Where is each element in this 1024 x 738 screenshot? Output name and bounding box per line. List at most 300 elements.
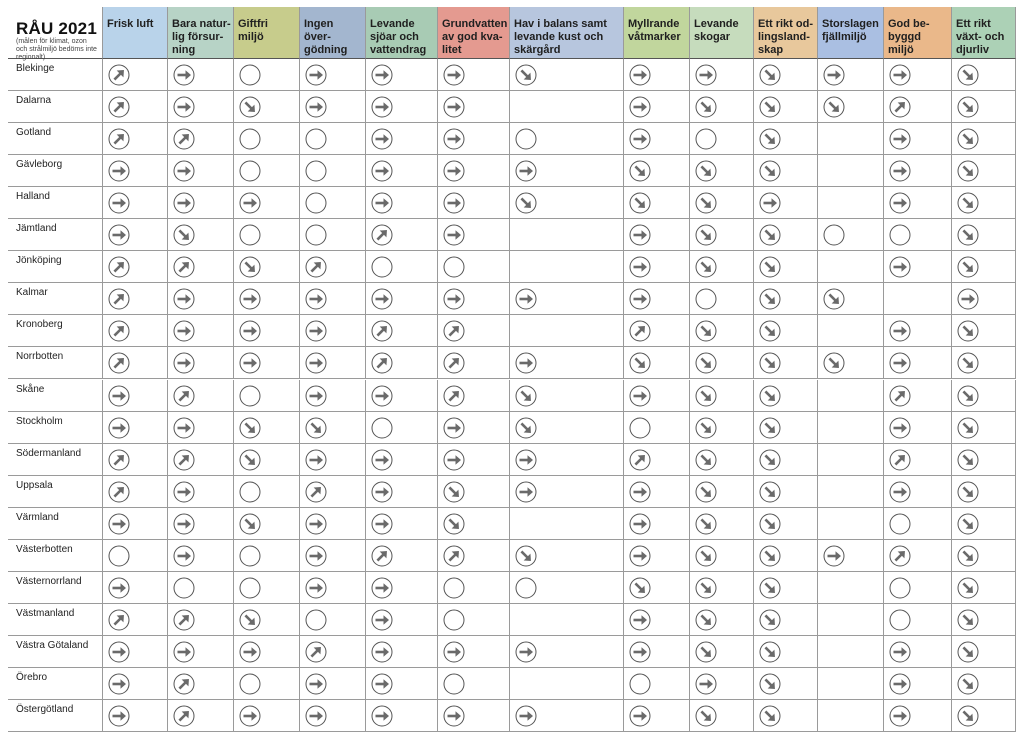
right-arrow-icon (629, 641, 651, 663)
right-arrow-icon (173, 288, 195, 310)
neutral-circle-icon (515, 128, 537, 150)
table-cell (884, 91, 952, 123)
county-name: Jönköping (16, 255, 62, 267)
table-cell (234, 444, 300, 476)
up-arrow-icon (108, 64, 130, 86)
table-cell (510, 700, 624, 732)
county-label (8, 123, 103, 155)
neutral-circle-icon (305, 224, 327, 246)
table-cell (818, 251, 884, 283)
up-arrow-icon (173, 673, 195, 695)
down-arrow-icon (759, 320, 781, 342)
table-cell (234, 347, 300, 379)
table-cell (690, 123, 754, 155)
table-cell (510, 508, 624, 540)
table-cell (510, 347, 624, 379)
table-cell (103, 476, 168, 508)
down-arrow-icon (823, 352, 845, 374)
county-label (8, 668, 103, 700)
table-cell (103, 508, 168, 540)
table-cell (624, 508, 690, 540)
table-cell (818, 540, 884, 572)
neutral-circle-icon (239, 160, 261, 182)
up-arrow-icon (305, 641, 327, 663)
right-arrow-icon (629, 64, 651, 86)
table-cell (510, 123, 624, 155)
table-cell (300, 700, 366, 732)
table-cell (366, 347, 438, 379)
up-arrow-icon (305, 256, 327, 278)
table-cell (366, 123, 438, 155)
down-arrow-icon (957, 577, 979, 599)
table-cell (438, 604, 510, 636)
table-cell (366, 636, 438, 668)
down-arrow-icon (695, 641, 717, 663)
table-cell (624, 572, 690, 604)
down-arrow-icon (957, 96, 979, 118)
goal-header-label: Ett rikt växt- och djurliv (956, 18, 1005, 56)
right-arrow-icon (239, 192, 261, 214)
table-cell (818, 668, 884, 700)
table-cell (818, 315, 884, 347)
table-cell (234, 668, 300, 700)
table-cell (510, 412, 624, 444)
table-cell (818, 219, 884, 251)
table-cell (438, 219, 510, 251)
up-arrow-icon (173, 385, 195, 407)
up-arrow-icon (889, 545, 911, 567)
table-cell (754, 187, 818, 219)
table-cell (952, 123, 1016, 155)
table-cell (818, 59, 884, 91)
goal-header (300, 7, 366, 59)
table-cell (103, 540, 168, 572)
table-cell (624, 91, 690, 123)
down-arrow-icon (957, 513, 979, 535)
goal-header (438, 7, 510, 59)
right-arrow-icon (889, 320, 911, 342)
county-label (8, 59, 103, 91)
right-arrow-icon (173, 417, 195, 439)
right-arrow-icon (239, 288, 261, 310)
county-label (8, 572, 103, 604)
table-cell (952, 444, 1016, 476)
county-name: Norrbotten (16, 351, 64, 363)
table-cell (300, 540, 366, 572)
neutral-circle-icon (305, 609, 327, 631)
goal-header-label: Levande skogar (694, 18, 739, 43)
up-arrow-icon (108, 609, 130, 631)
table-cell (300, 283, 366, 315)
table-cell (818, 347, 884, 379)
right-arrow-icon (629, 513, 651, 535)
neutral-circle-icon (443, 256, 465, 278)
table-cell (952, 412, 1016, 444)
table-cell (366, 508, 438, 540)
down-arrow-icon (759, 417, 781, 439)
right-arrow-icon (443, 705, 465, 727)
table-cell (103, 187, 168, 219)
down-arrow-icon (239, 449, 261, 471)
table-cell (300, 59, 366, 91)
table-cell (510, 668, 624, 700)
down-arrow-icon (695, 385, 717, 407)
down-arrow-icon (443, 481, 465, 503)
table-cell (234, 476, 300, 508)
right-arrow-icon (695, 673, 717, 695)
table-cell (438, 636, 510, 668)
table-cell (690, 283, 754, 315)
down-arrow-icon (957, 160, 979, 182)
table-cell (690, 476, 754, 508)
goal-header-label: Myllrande våtmarker (628, 18, 681, 43)
table-cell (300, 572, 366, 604)
report-subtitle: (målen för klimat, ozon och strålmiljö bedöms inte regionalt) (16, 38, 97, 61)
table-cell (300, 91, 366, 123)
down-arrow-icon (957, 449, 979, 471)
table-cell (438, 700, 510, 732)
table-cell (234, 251, 300, 283)
table-cell (624, 668, 690, 700)
table-cell (438, 347, 510, 379)
down-arrow-icon (239, 96, 261, 118)
neutral-circle-icon (371, 417, 393, 439)
down-arrow-icon (823, 96, 845, 118)
right-arrow-icon (239, 705, 261, 727)
table-cell (510, 380, 624, 412)
table-cell (366, 219, 438, 251)
table-cell (754, 540, 818, 572)
county-name: Värmland (16, 511, 59, 523)
down-arrow-icon (629, 577, 651, 599)
right-arrow-icon (173, 513, 195, 535)
right-arrow-icon (629, 224, 651, 246)
right-arrow-icon (443, 641, 465, 663)
table-cell (168, 412, 234, 444)
right-arrow-icon (515, 160, 537, 182)
county-name: Södermanland (16, 447, 82, 459)
table-cell (884, 187, 952, 219)
report-title: RÅU 2021 (16, 19, 97, 38)
right-arrow-icon (371, 64, 393, 86)
table-cell (103, 668, 168, 700)
right-arrow-icon (823, 64, 845, 86)
goal-header (103, 7, 168, 59)
down-arrow-icon (695, 481, 717, 503)
table-cell (754, 219, 818, 251)
county-name: Uppsala (16, 479, 53, 491)
table-cell (624, 187, 690, 219)
table-cell (690, 219, 754, 251)
table-cell (952, 187, 1016, 219)
table-cell (300, 155, 366, 187)
table-cell (300, 251, 366, 283)
table-cell (952, 91, 1016, 123)
table-cell (510, 59, 624, 91)
table-cell (438, 508, 510, 540)
table-cell (624, 476, 690, 508)
down-arrow-icon (957, 641, 979, 663)
table-cell (300, 219, 366, 251)
table-cell (690, 59, 754, 91)
neutral-circle-icon (889, 224, 911, 246)
county-name: Blekinge (16, 63, 55, 74)
right-arrow-icon (371, 160, 393, 182)
down-arrow-icon (239, 609, 261, 631)
table-cell (234, 59, 300, 91)
table-cell (168, 540, 234, 572)
down-arrow-icon (695, 545, 717, 567)
table-cell (510, 219, 624, 251)
right-arrow-icon (305, 705, 327, 727)
down-arrow-icon (695, 417, 717, 439)
right-arrow-icon (371, 192, 393, 214)
down-arrow-icon (759, 641, 781, 663)
table-cell (300, 444, 366, 476)
down-arrow-icon (695, 192, 717, 214)
table-cell (690, 412, 754, 444)
county-name: Gävleborg (16, 159, 63, 171)
table-cell (690, 700, 754, 732)
down-arrow-icon (629, 192, 651, 214)
table-cell (300, 412, 366, 444)
neutral-circle-icon (443, 609, 465, 631)
table-cell (754, 700, 818, 732)
down-arrow-icon (759, 481, 781, 503)
table-cell (624, 444, 690, 476)
down-arrow-icon (759, 449, 781, 471)
county-label (8, 444, 103, 476)
table-cell (884, 444, 952, 476)
table-cell (438, 412, 510, 444)
down-arrow-icon (695, 320, 717, 342)
goal-header-label: Hav i balans samt levande kust och skärgård (514, 18, 607, 56)
table-cell (624, 380, 690, 412)
table-cell (884, 700, 952, 732)
table-cell (366, 572, 438, 604)
right-arrow-icon (239, 641, 261, 663)
table-cell (952, 668, 1016, 700)
table-cell (952, 380, 1016, 412)
right-arrow-icon (629, 545, 651, 567)
county-label (8, 604, 103, 636)
table-cell (952, 508, 1016, 540)
table-cell (510, 604, 624, 636)
neutral-circle-icon (239, 481, 261, 503)
table-cell (366, 604, 438, 636)
down-arrow-icon (759, 577, 781, 599)
table-cell (438, 155, 510, 187)
table-corner (8, 7, 103, 59)
table-cell (754, 283, 818, 315)
down-arrow-icon (515, 385, 537, 407)
table-cell (884, 540, 952, 572)
table-cell (366, 540, 438, 572)
county-label (8, 187, 103, 219)
up-arrow-icon (173, 609, 195, 631)
table-cell (366, 700, 438, 732)
goal-header (366, 7, 438, 59)
up-arrow-icon (371, 545, 393, 567)
down-arrow-icon (759, 673, 781, 695)
goal-header-label: Ett rikt od- lingsland- skap (758, 18, 813, 56)
table-cell (754, 347, 818, 379)
county-name: Jämtland (16, 223, 57, 235)
neutral-circle-icon (889, 577, 911, 599)
down-arrow-icon (759, 128, 781, 150)
county-label (8, 636, 103, 668)
right-arrow-icon (443, 449, 465, 471)
up-arrow-icon (108, 128, 130, 150)
table-cell (438, 283, 510, 315)
table-cell (884, 412, 952, 444)
county-label (8, 476, 103, 508)
table-cell (690, 540, 754, 572)
down-arrow-icon (759, 609, 781, 631)
right-arrow-icon (305, 288, 327, 310)
down-arrow-icon (443, 513, 465, 535)
up-arrow-icon (108, 288, 130, 310)
down-arrow-icon (695, 609, 717, 631)
table-cell (366, 251, 438, 283)
table-cell (952, 155, 1016, 187)
county-label (8, 347, 103, 379)
neutral-circle-icon (889, 609, 911, 631)
table-cell (884, 155, 952, 187)
neutral-circle-icon (239, 64, 261, 86)
table-cell (300, 123, 366, 155)
county-name: Dalarna (16, 95, 52, 107)
right-arrow-icon (305, 673, 327, 695)
neutral-circle-icon (629, 673, 651, 695)
table-cell (168, 219, 234, 251)
down-arrow-icon (695, 577, 717, 599)
right-arrow-icon (629, 288, 651, 310)
right-arrow-icon (371, 481, 393, 503)
table-cell (624, 636, 690, 668)
neutral-circle-icon (239, 385, 261, 407)
table-cell (168, 508, 234, 540)
table-cell (438, 315, 510, 347)
up-arrow-icon (443, 545, 465, 567)
right-arrow-icon (108, 641, 130, 663)
table-cell (234, 572, 300, 604)
county-label (8, 700, 103, 732)
table-cell (818, 604, 884, 636)
table-cell (234, 219, 300, 251)
table-cell (754, 508, 818, 540)
down-arrow-icon (759, 256, 781, 278)
table-cell (952, 572, 1016, 604)
neutral-circle-icon (371, 256, 393, 278)
neutral-circle-icon (823, 224, 845, 246)
down-arrow-icon (695, 256, 717, 278)
right-arrow-icon (371, 128, 393, 150)
table-cell (690, 91, 754, 123)
table-cell (952, 315, 1016, 347)
table-cell (438, 668, 510, 700)
table-cell (884, 283, 952, 315)
table-cell (168, 123, 234, 155)
right-arrow-icon (173, 96, 195, 118)
table-cell (366, 380, 438, 412)
right-arrow-icon (443, 417, 465, 439)
table-cell (103, 636, 168, 668)
table-cell (234, 380, 300, 412)
table-cell (103, 219, 168, 251)
right-arrow-icon (443, 96, 465, 118)
table-cell (952, 59, 1016, 91)
table-cell (690, 572, 754, 604)
up-arrow-icon (889, 385, 911, 407)
table-cell (234, 700, 300, 732)
down-arrow-icon (759, 64, 781, 86)
table-cell (103, 251, 168, 283)
down-arrow-icon (695, 449, 717, 471)
right-arrow-icon (889, 481, 911, 503)
up-arrow-icon (371, 352, 393, 374)
down-arrow-icon (515, 417, 537, 439)
right-arrow-icon (889, 673, 911, 695)
table-cell (624, 315, 690, 347)
down-arrow-icon (759, 545, 781, 567)
right-arrow-icon (108, 417, 130, 439)
table-cell (624, 700, 690, 732)
table-cell (510, 251, 624, 283)
county-name: Västerbotten (16, 543, 73, 555)
right-arrow-icon (108, 224, 130, 246)
down-arrow-icon (823, 288, 845, 310)
county-label (8, 380, 103, 412)
table-cell (818, 700, 884, 732)
right-arrow-icon (515, 641, 537, 663)
down-arrow-icon (957, 352, 979, 374)
down-arrow-icon (957, 705, 979, 727)
down-arrow-icon (957, 417, 979, 439)
down-arrow-icon (239, 256, 261, 278)
county-label (8, 91, 103, 123)
up-arrow-icon (108, 449, 130, 471)
right-arrow-icon (108, 192, 130, 214)
table-cell (690, 251, 754, 283)
table-cell (624, 604, 690, 636)
up-arrow-icon (889, 449, 911, 471)
table-cell (438, 251, 510, 283)
table-cell (300, 347, 366, 379)
table-cell (754, 123, 818, 155)
table-cell (690, 347, 754, 379)
right-arrow-icon (371, 609, 393, 631)
table-cell (234, 508, 300, 540)
down-arrow-icon (759, 160, 781, 182)
right-arrow-icon (889, 192, 911, 214)
down-arrow-icon (695, 705, 717, 727)
table-cell (510, 187, 624, 219)
up-arrow-icon (108, 352, 130, 374)
goal-header-label: Storslagen fjällmiljö (822, 18, 879, 43)
right-arrow-icon (629, 609, 651, 631)
county-name: Halland (16, 191, 50, 203)
right-arrow-icon (305, 64, 327, 86)
table-cell (168, 668, 234, 700)
table-cell (818, 187, 884, 219)
table-cell (438, 572, 510, 604)
table-cell (168, 315, 234, 347)
down-arrow-icon (759, 513, 781, 535)
right-arrow-icon (108, 705, 130, 727)
down-arrow-icon (305, 417, 327, 439)
table-cell (690, 668, 754, 700)
